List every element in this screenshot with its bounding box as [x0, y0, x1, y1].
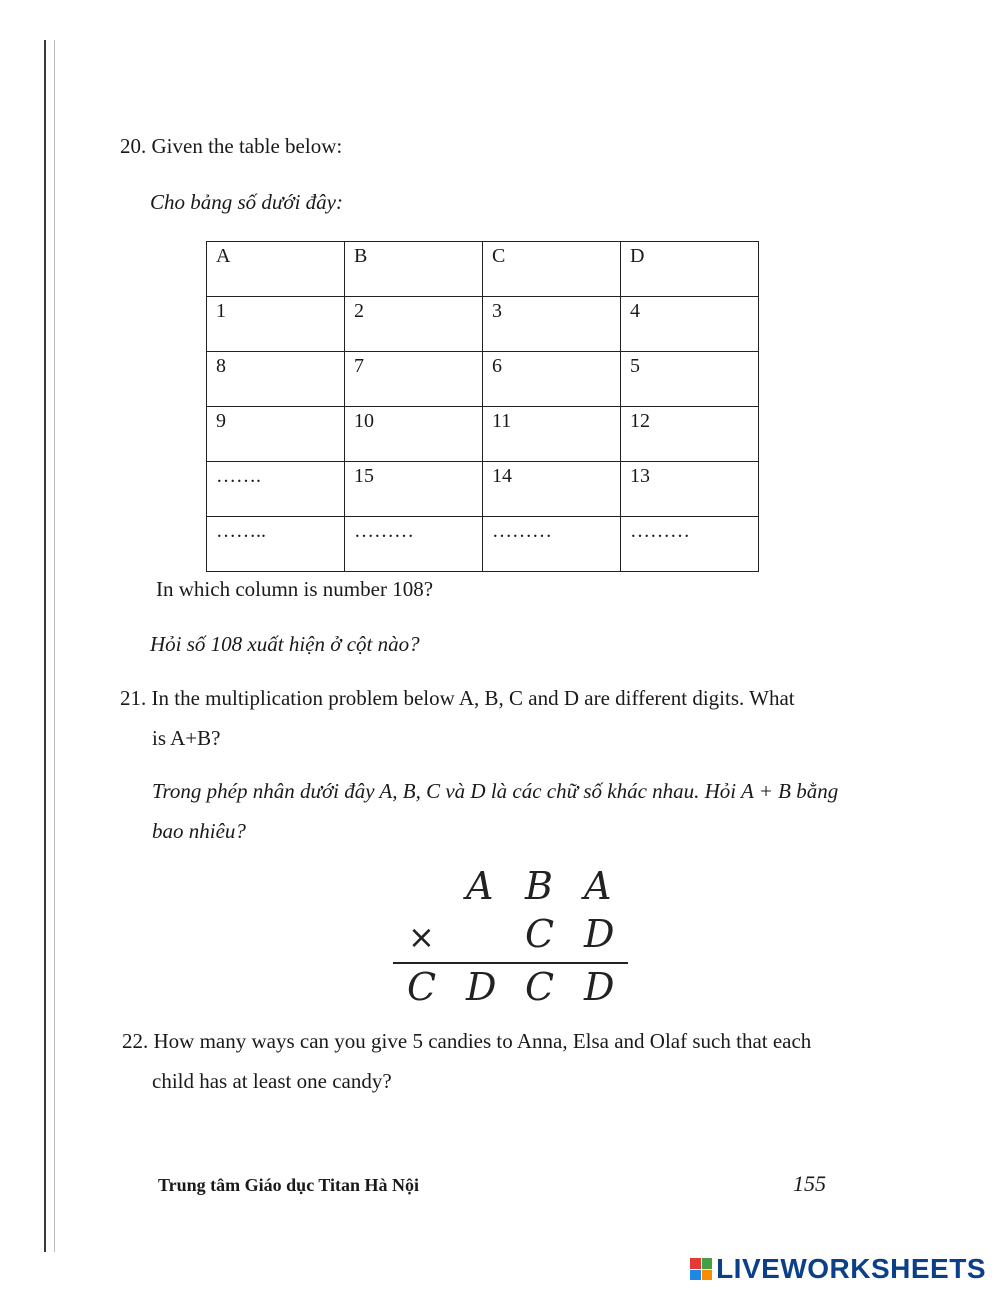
q21-line2: is A+B? — [152, 726, 221, 750]
badge-tile-3 — [690, 1270, 701, 1281]
table-cell: 15 — [345, 462, 483, 517]
mult-row2-digit-2: D — [584, 912, 615, 956]
table-cell: 14 — [483, 462, 621, 517]
table-cell: ……… — [483, 517, 621, 572]
table-cell: 4 — [621, 297, 759, 352]
mult-row1-digit-3: A — [584, 864, 612, 908]
table-cell: B — [345, 242, 483, 297]
mult-result-digit-2: D — [466, 965, 497, 1009]
table-row — [207, 517, 759, 572]
scan-margin-line-faint — [54, 40, 55, 1252]
q20-question: In which column is number 108? — [156, 577, 434, 601]
q21-line1: 21. In the multiplication problem below A, B, C and D are different digits. What — [120, 686, 795, 710]
table-cell: ……… — [621, 517, 759, 572]
mult-row2-digit-1: C — [525, 912, 555, 956]
table-cell: 6 — [483, 352, 621, 407]
table-cell: 2 — [345, 297, 483, 352]
page-number: 155 — [793, 1171, 826, 1196]
table-cell: …….. — [207, 517, 345, 572]
q21-vi-line2: bao nhiêu? — [152, 819, 246, 843]
multiplication-rule — [393, 962, 628, 964]
q20-title: 20. Given the table below: — [120, 134, 343, 158]
table-row — [207, 462, 759, 517]
badge-tile-2 — [702, 1258, 713, 1269]
q20-title-vi: Cho bảng số dưới đây: — [150, 190, 343, 214]
table-cell: 10 — [345, 407, 483, 462]
q22-line2: child has at least one candy? — [152, 1069, 392, 1093]
table-cell: C — [483, 242, 621, 297]
table-row — [207, 352, 759, 407]
liveworksheets-badge-icon — [690, 1258, 712, 1280]
liveworksheets-logo — [690, 1254, 986, 1284]
mult-result-digit-3: C — [525, 965, 555, 1009]
badge-tile-4 — [702, 1270, 713, 1281]
badge-tile-1 — [690, 1258, 701, 1269]
table-cell: 8 — [207, 352, 345, 407]
table-cell: 11 — [483, 407, 621, 462]
table-cell: 5 — [621, 352, 759, 407]
table-cell: ……. — [207, 462, 345, 517]
mult-row1-digit-2: B — [525, 864, 553, 908]
table-cell: A — [207, 242, 345, 297]
table-cell: ……… — [345, 517, 483, 572]
mult-row1-digit-1: A — [466, 864, 494, 908]
scan-margin-line — [44, 40, 46, 1252]
multiply-sign: × — [408, 918, 435, 956]
table-cell: 13 — [621, 462, 759, 517]
table-cell: D — [621, 242, 759, 297]
table-cell: 7 — [345, 352, 483, 407]
q21-vi-line1: Trong phép nhân dưới đây A, B, C và D là các chữ số khác nhau. Hỏi A + B bằng — [152, 779, 839, 803]
mult-result-digit-1: C — [407, 965, 437, 1009]
q20-question-vi: Hỏi số 108 xuất hiện ở cột nào? — [150, 632, 420, 656]
table-row — [207, 407, 759, 462]
q22-line1: 22. How many ways can you give 5 candies to Anna, Elsa and Olaf such that each — [122, 1029, 812, 1053]
table-cell: 12 — [621, 407, 759, 462]
q20-number-table — [206, 241, 759, 572]
table-header-row — [207, 242, 759, 297]
table-cell: 1 — [207, 297, 345, 352]
footer-center-name: Trung tâm Giáo dục Titan Hà Nội — [158, 1175, 420, 1195]
table-cell: 3 — [483, 297, 621, 352]
liveworksheets-text: LIVEWORKSHEETS — [716, 1253, 986, 1284]
table-row — [207, 297, 759, 352]
mult-result-digit-4: D — [584, 965, 615, 1009]
table-cell: 9 — [207, 407, 345, 462]
